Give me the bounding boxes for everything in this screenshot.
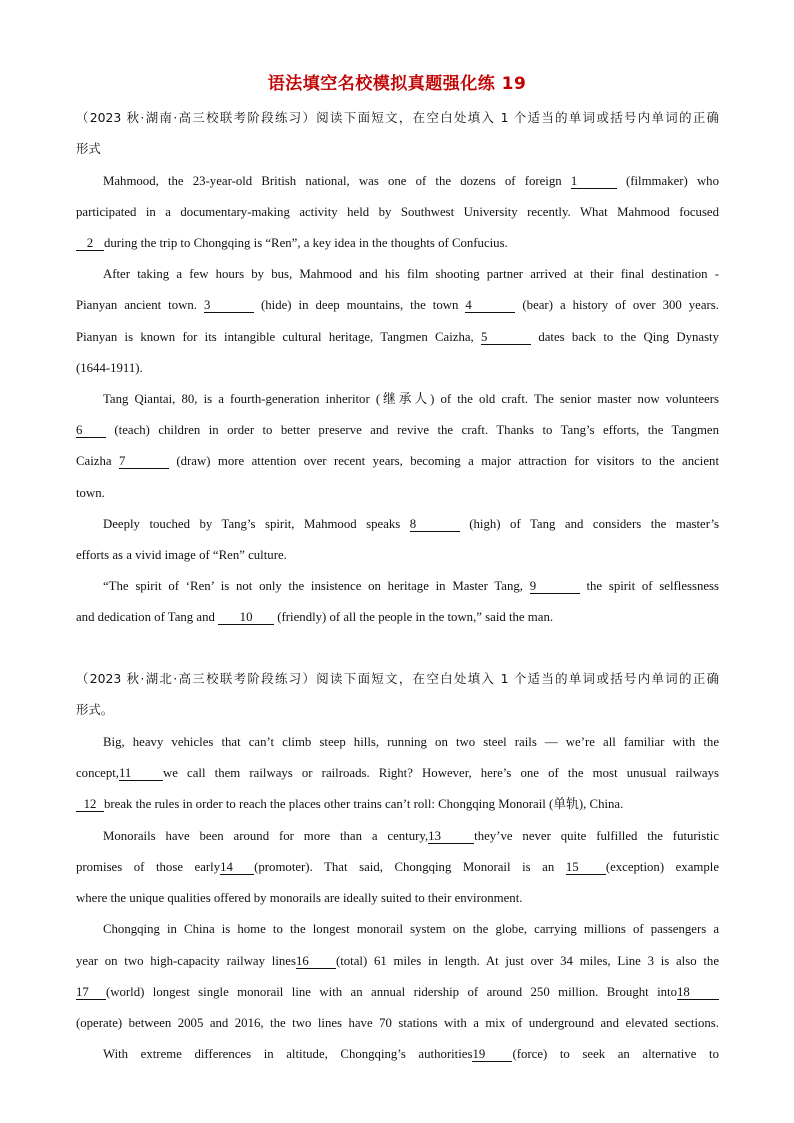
passage-text: (filmmaker) who bbox=[616, 174, 719, 188]
passage-text: (friendly) of all the people in the town,” said the man. bbox=[274, 610, 554, 624]
passage-text: where the unique qualities offered by monorails are ideally suited to their environment. bbox=[76, 891, 523, 905]
answer-blank-6[interactable]: 6 bbox=[76, 423, 106, 438]
answer-blank-3[interactable]: 3 bbox=[204, 298, 254, 313]
answer-blank-12[interactable]: 12 bbox=[76, 797, 104, 812]
section1-text-line bbox=[103, 173, 719, 189]
section2-instruction-cont: 形式。 bbox=[76, 702, 114, 717]
section1-instruction: （2023 秋·湖南·高三校联考阶段练习）阅读下面短文，在空白处填入 1 个适当的单词或括号内单词的正确 bbox=[76, 110, 719, 125]
passage-text: concept, bbox=[76, 766, 119, 780]
section1-text-line bbox=[103, 391, 719, 407]
passage-text: (force) to seek an alternative to bbox=[512, 1047, 719, 1061]
passage-text: Deeply touched by Tang’s spirit, Mahmood speaks bbox=[103, 517, 410, 531]
passage-text: break the rules in order to reach the places other trains can’t roll: Chongqing Monorail (单轨), China. bbox=[104, 797, 624, 811]
passage-text: (high) of Tang and considers the master’s bbox=[459, 517, 719, 531]
section1-text-line bbox=[76, 329, 719, 345]
passage-text: we call them railways or railroads. Right? However, here’s one of the most unusual railways bbox=[163, 766, 719, 780]
answer-blank-9[interactable]: 9 bbox=[530, 579, 580, 594]
passage-text: (exception) example bbox=[605, 860, 719, 874]
passage-text: year on two high-capacity railway lines bbox=[76, 954, 296, 968]
section2-text-line bbox=[76, 953, 719, 969]
section1-text-line bbox=[76, 297, 719, 313]
section1-text-line bbox=[103, 266, 719, 282]
answer-blank-17[interactable]: 17 bbox=[76, 985, 106, 1000]
section2-text-line bbox=[103, 1046, 719, 1062]
passage-text: Pianyan is known for its intangible cultural heritage, Tangmen Caizha, bbox=[76, 330, 482, 344]
passage-text: Mahmood, the 23-year-old British national, was one of the dozens of foreign bbox=[103, 174, 571, 188]
passage-text: (world) longest single monorail line with an annual ridership of around 250 million. Brought into bbox=[106, 985, 677, 999]
answer-blank-4[interactable]: 4 bbox=[465, 298, 515, 313]
answer-blank-2[interactable]: 2 bbox=[76, 236, 104, 251]
section1-text-line bbox=[103, 578, 719, 594]
answer-blank-19[interactable]: 19 bbox=[472, 1047, 512, 1062]
answer-blank-8[interactable]: 8 bbox=[410, 517, 460, 532]
section2-text-line bbox=[76, 765, 719, 781]
passage-text: (total) 61 miles in length. At just over 34 miles, Line 3 is also the bbox=[335, 954, 719, 968]
section1-text-line bbox=[76, 485, 719, 501]
answer-blank-15[interactable]: 15 bbox=[566, 860, 606, 875]
section2-text-line bbox=[76, 796, 719, 812]
passage-text: Monorails have been around for more than a century, bbox=[103, 829, 429, 843]
section2-text-line bbox=[76, 890, 719, 906]
passage-text: “The spirit of ‘Ren’ is not only the insistence on heritage in Master Tang, bbox=[103, 579, 530, 593]
answer-blank-14[interactable]: 14 bbox=[220, 860, 254, 875]
passage-text: (bear) a history of over 300 years. bbox=[515, 298, 719, 312]
answer-blank-18[interactable]: 18 bbox=[677, 985, 719, 1000]
answer-blank-11[interactable]: 11 bbox=[119, 766, 163, 781]
section1-text-line bbox=[76, 547, 719, 563]
answer-blank-13[interactable]: 13 bbox=[428, 829, 474, 844]
section2-text-line bbox=[76, 984, 719, 1000]
passage-text: the spirit of selflessness bbox=[579, 579, 719, 593]
answer-blank-1[interactable]: 1 bbox=[571, 174, 617, 189]
section1-text-line bbox=[76, 204, 719, 220]
passage-text: they’ve never quite fulfilled the futuristic bbox=[474, 829, 719, 843]
page-title: 语法填空名校模拟真题强化练 19 bbox=[267, 74, 527, 94]
section1-text-line bbox=[76, 235, 719, 251]
answer-blank-5[interactable]: 5 bbox=[481, 330, 531, 345]
passage-text: town. bbox=[76, 486, 105, 500]
passage-text: Chongqing in China is home to the longest monorail system on the globe, carrying millions of passengers a bbox=[103, 922, 719, 936]
section1-instruction-cont: 形式 bbox=[76, 141, 101, 156]
section2-text-line bbox=[103, 734, 719, 750]
passage-text: Caizha bbox=[76, 454, 119, 468]
passage-text: Pianyan ancient town. bbox=[76, 298, 204, 312]
passage-text: (teach) children in order to better preserve and revive the craft. Thanks to Tang’s efforts, the Tangmen bbox=[106, 423, 719, 437]
section1-text-line bbox=[76, 453, 719, 469]
passage-text: (promoter). That said, Chongqing Monorail is an bbox=[254, 860, 566, 874]
section1-text-line bbox=[76, 609, 719, 625]
passage-text: (hide) in deep mountains, the town bbox=[253, 298, 466, 312]
passage-text: (1644-1911). bbox=[76, 361, 143, 375]
passage-text: (draw) more attention over recent years, becoming a major attraction for visitors to the ancient bbox=[168, 454, 719, 468]
passage-text: efforts as a vivid image of “Ren” culture. bbox=[76, 548, 287, 562]
section1-text-line bbox=[76, 422, 719, 438]
section1-text-line bbox=[76, 360, 719, 376]
passage-text: participated in a documentary-making activity held by Southwest University recently. What Mahmood focused bbox=[76, 205, 719, 219]
section2-text-line bbox=[76, 1015, 719, 1031]
passage-text: With extreme differences in altitude, Chongqing’s authorities bbox=[103, 1047, 473, 1061]
passage-text: promises of those early bbox=[76, 860, 221, 874]
passage-text: and dedication of Tang and bbox=[76, 610, 219, 624]
section2-text-line bbox=[103, 828, 719, 844]
answer-blank-16[interactable]: 16 bbox=[296, 954, 336, 969]
section2-instruction: （2023 秋·湖北·高三校联考阶段练习）阅读下面短文，在空白处填入 1 个适当的单词或括号内单词的正确 bbox=[76, 671, 719, 686]
section2-text-line bbox=[103, 921, 719, 937]
passage-text: dates back to the Qing Dynasty bbox=[531, 330, 719, 344]
section2-text-line bbox=[76, 859, 719, 875]
passage-text: (operate) between 2005 and 2016, the two lines have 70 stations with a mix of underground and elevated sections. bbox=[76, 1016, 719, 1030]
answer-blank-7[interactable]: 7 bbox=[119, 454, 169, 469]
answer-blank-10[interactable]: 10 bbox=[218, 610, 274, 625]
passage-text: during the trip to Chongqing is “Ren”, a key idea in the thoughts of Confucius. bbox=[104, 236, 508, 250]
passage-text: Tang Qiantai, 80, is a fourth-generation inheritor (继承人) of the old craft. The senior master now volunteers bbox=[103, 392, 719, 406]
passage-text: After taking a few hours by bus, Mahmood and his film shooting partner arrived at their final destination - bbox=[103, 267, 719, 281]
passage-text: Big, heavy vehicles that can’t climb steep hills, running on two steel rails — we’re all familiar with the bbox=[103, 735, 719, 749]
section1-text-line bbox=[103, 516, 719, 532]
